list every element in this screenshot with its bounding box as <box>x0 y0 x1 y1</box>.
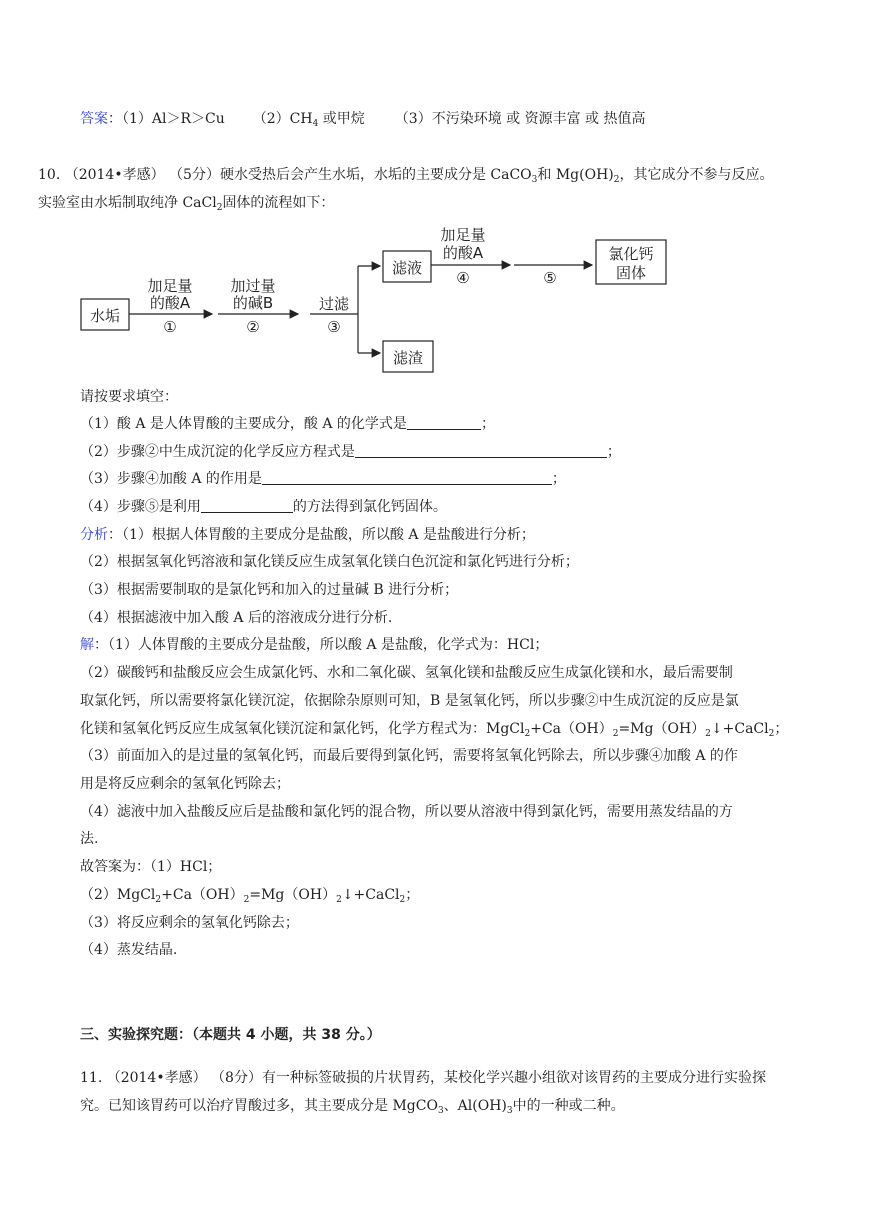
filter-label: 过滤 <box>318 295 350 313</box>
filter-step: ③ <box>327 318 341 336</box>
solution-line-3b: 用是将反应剩余的氢氧化钙除去； <box>80 776 290 792</box>
final-answer-3: （3）将反应剩余的氢氧化钙除去； <box>80 915 299 931</box>
final-answer-4: （4）蒸发结晶. <box>80 942 178 958</box>
answer-line: 答案：（1）Al＞R＞Cu $(2)CH_4$ 或甲烷 （3）不污染环境 或 资源丰富 或 热值高 <box>80 111 646 129</box>
solution-line-2c: 化镁和氢氧化钙反应生成氢氧化镁沉淀和氯化钙，化学方程式为：$MgCl_2+Ca(OH)_2=Mg(OH)_2↓+CaCl_2$； <box>80 721 789 739</box>
box-residue-label: 滤渣 <box>392 349 424 367</box>
arrow-1-mid-label: 的酸A <box>149 294 191 312</box>
arrow-5-step: ⑤ <box>543 269 557 287</box>
solution-line-3a: （3）前面加入的是过量的氢氧化钙，而最后要得到氯化钙，需要将氢氧化钙除去，所以步骤④加酸 A 的作 <box>80 748 738 764</box>
answer-blank-3[interactable] <box>262 470 552 485</box>
subquestion-2: （2）步骤②中生成沉淀的化学反应方程式是 ； <box>80 444 621 460</box>
answer-blank-1[interactable] <box>407 415 481 430</box>
answer-label: 答案 <box>80 111 108 127</box>
box-product-line2: 固体 <box>615 264 647 282</box>
solution-line-1: 解：（1）人体胃酸的主要成分是盐酸，所以酸 A 是盐酸，化学式为：HCl； <box>80 637 549 653</box>
analysis-line-1: 分析：（1）根据人体胃酸的主要成分是盐酸，所以酸 A 是盐酸进行分析； <box>80 527 535 543</box>
question-11-line1: 11. （2014•孝感） （8分）有一种标签破损的片状胃药，某校化学兴趣小组欲对该胃药的主要成分进行实验探 <box>80 1070 766 1086</box>
arrow-2-mid-label: 的碱B <box>232 294 274 312</box>
analysis-line-2: （2）根据氢氧化钙溶液和氯化镁反应生成氢氧化镁白色沉淀和氯化钙进行分析； <box>80 554 579 570</box>
arrow-4-step: ④ <box>456 269 470 287</box>
prompt: 请按要求填空： <box>80 389 178 405</box>
arrow-1-top-label: 加足量 <box>147 277 193 295</box>
solution-line-4b: 法. <box>80 831 99 847</box>
solution-line-4a: （4）滤液中加入盐酸反应后是盐酸和氯化钙的混合物，所以要从溶液中得到氯化钙，需要用蒸发结晶的方 <box>80 804 733 820</box>
solution-label: 解 <box>80 637 94 653</box>
question-10-header: 10. （2014•孝感） （5分）硬水受热后会产生水垢，水垢的主要成分是 CaCO$_3$和 $Mg(OH)_2$，其它成分不参与反应。 <box>38 167 774 185</box>
arrow-1-step: ① <box>163 318 177 336</box>
analysis-line-3: （3）根据需要制取的是氯化钙和加入的过量碱 B 进行分析； <box>80 582 459 598</box>
analysis-line-4: （4）根据滤液中加入酸 A 后的溶液成分进行分析. <box>80 610 393 626</box>
section-3-heading: 三、实验探究题：（本题共 4 小题，共 38 分。） <box>80 1027 381 1043</box>
arrow-2-step: ② <box>246 318 260 336</box>
subquestion-1: （1）酸 A 是人体胃酸的主要成分，酸 A 的化学式是 ； <box>80 416 495 432</box>
arrow-4-top-label: 加足量 <box>440 226 486 244</box>
question-10-line2: 实验室由水垢制取纯净 CaCl$_2$固体的流程如下： <box>38 195 335 213</box>
subquestion-4: （4）步骤⑤是利用 的方法得到氯化钙固体。 <box>80 499 447 515</box>
final-answer-2: $(2)MgCl_2+Ca(OH)_2=Mg(OH)_2↓+CaCl_2$； <box>80 887 420 905</box>
solution-line-2a: （2）碳酸钙和盐酸反应会生成氯化钙、水和二氧化碳、氢氧化镁和盐酸反应生成氯化镁和水，最后需要制 <box>80 665 733 681</box>
box-product-line1: 氯化钙 <box>608 245 654 263</box>
arrow-2-top-label: 加过量 <box>230 277 276 295</box>
solution-line-2b: 取氯化钙，所以需要将氯化镁沉淀，依据除杂原则可知，B 是氢氧化钙，所以步骤②中生成沉淀的反应是氯 <box>80 693 739 709</box>
answer-blank-4[interactable] <box>201 498 293 513</box>
final-answer-label: 故答案为：（1）HCl； <box>80 859 222 875</box>
box-filtrate-label: 滤液 <box>391 259 423 277</box>
box-scale-label: 水垢 <box>89 307 121 325</box>
subquestion-3: （3）步骤④加酸 A 的作用是 ； <box>80 471 566 487</box>
answer-blank-2[interactable] <box>355 443 607 458</box>
arrow-4-mid-label: 的酸A <box>442 244 484 262</box>
analysis-label: 分析 <box>80 527 108 543</box>
process-flow-diagram <box>0 0 869 400</box>
question-11-line2: 究。已知该胃药可以治疗胃酸过多，其主要成分是 MgCO$_3$、$Al(OH)_3$中的一种或二种。 <box>80 1098 625 1116</box>
